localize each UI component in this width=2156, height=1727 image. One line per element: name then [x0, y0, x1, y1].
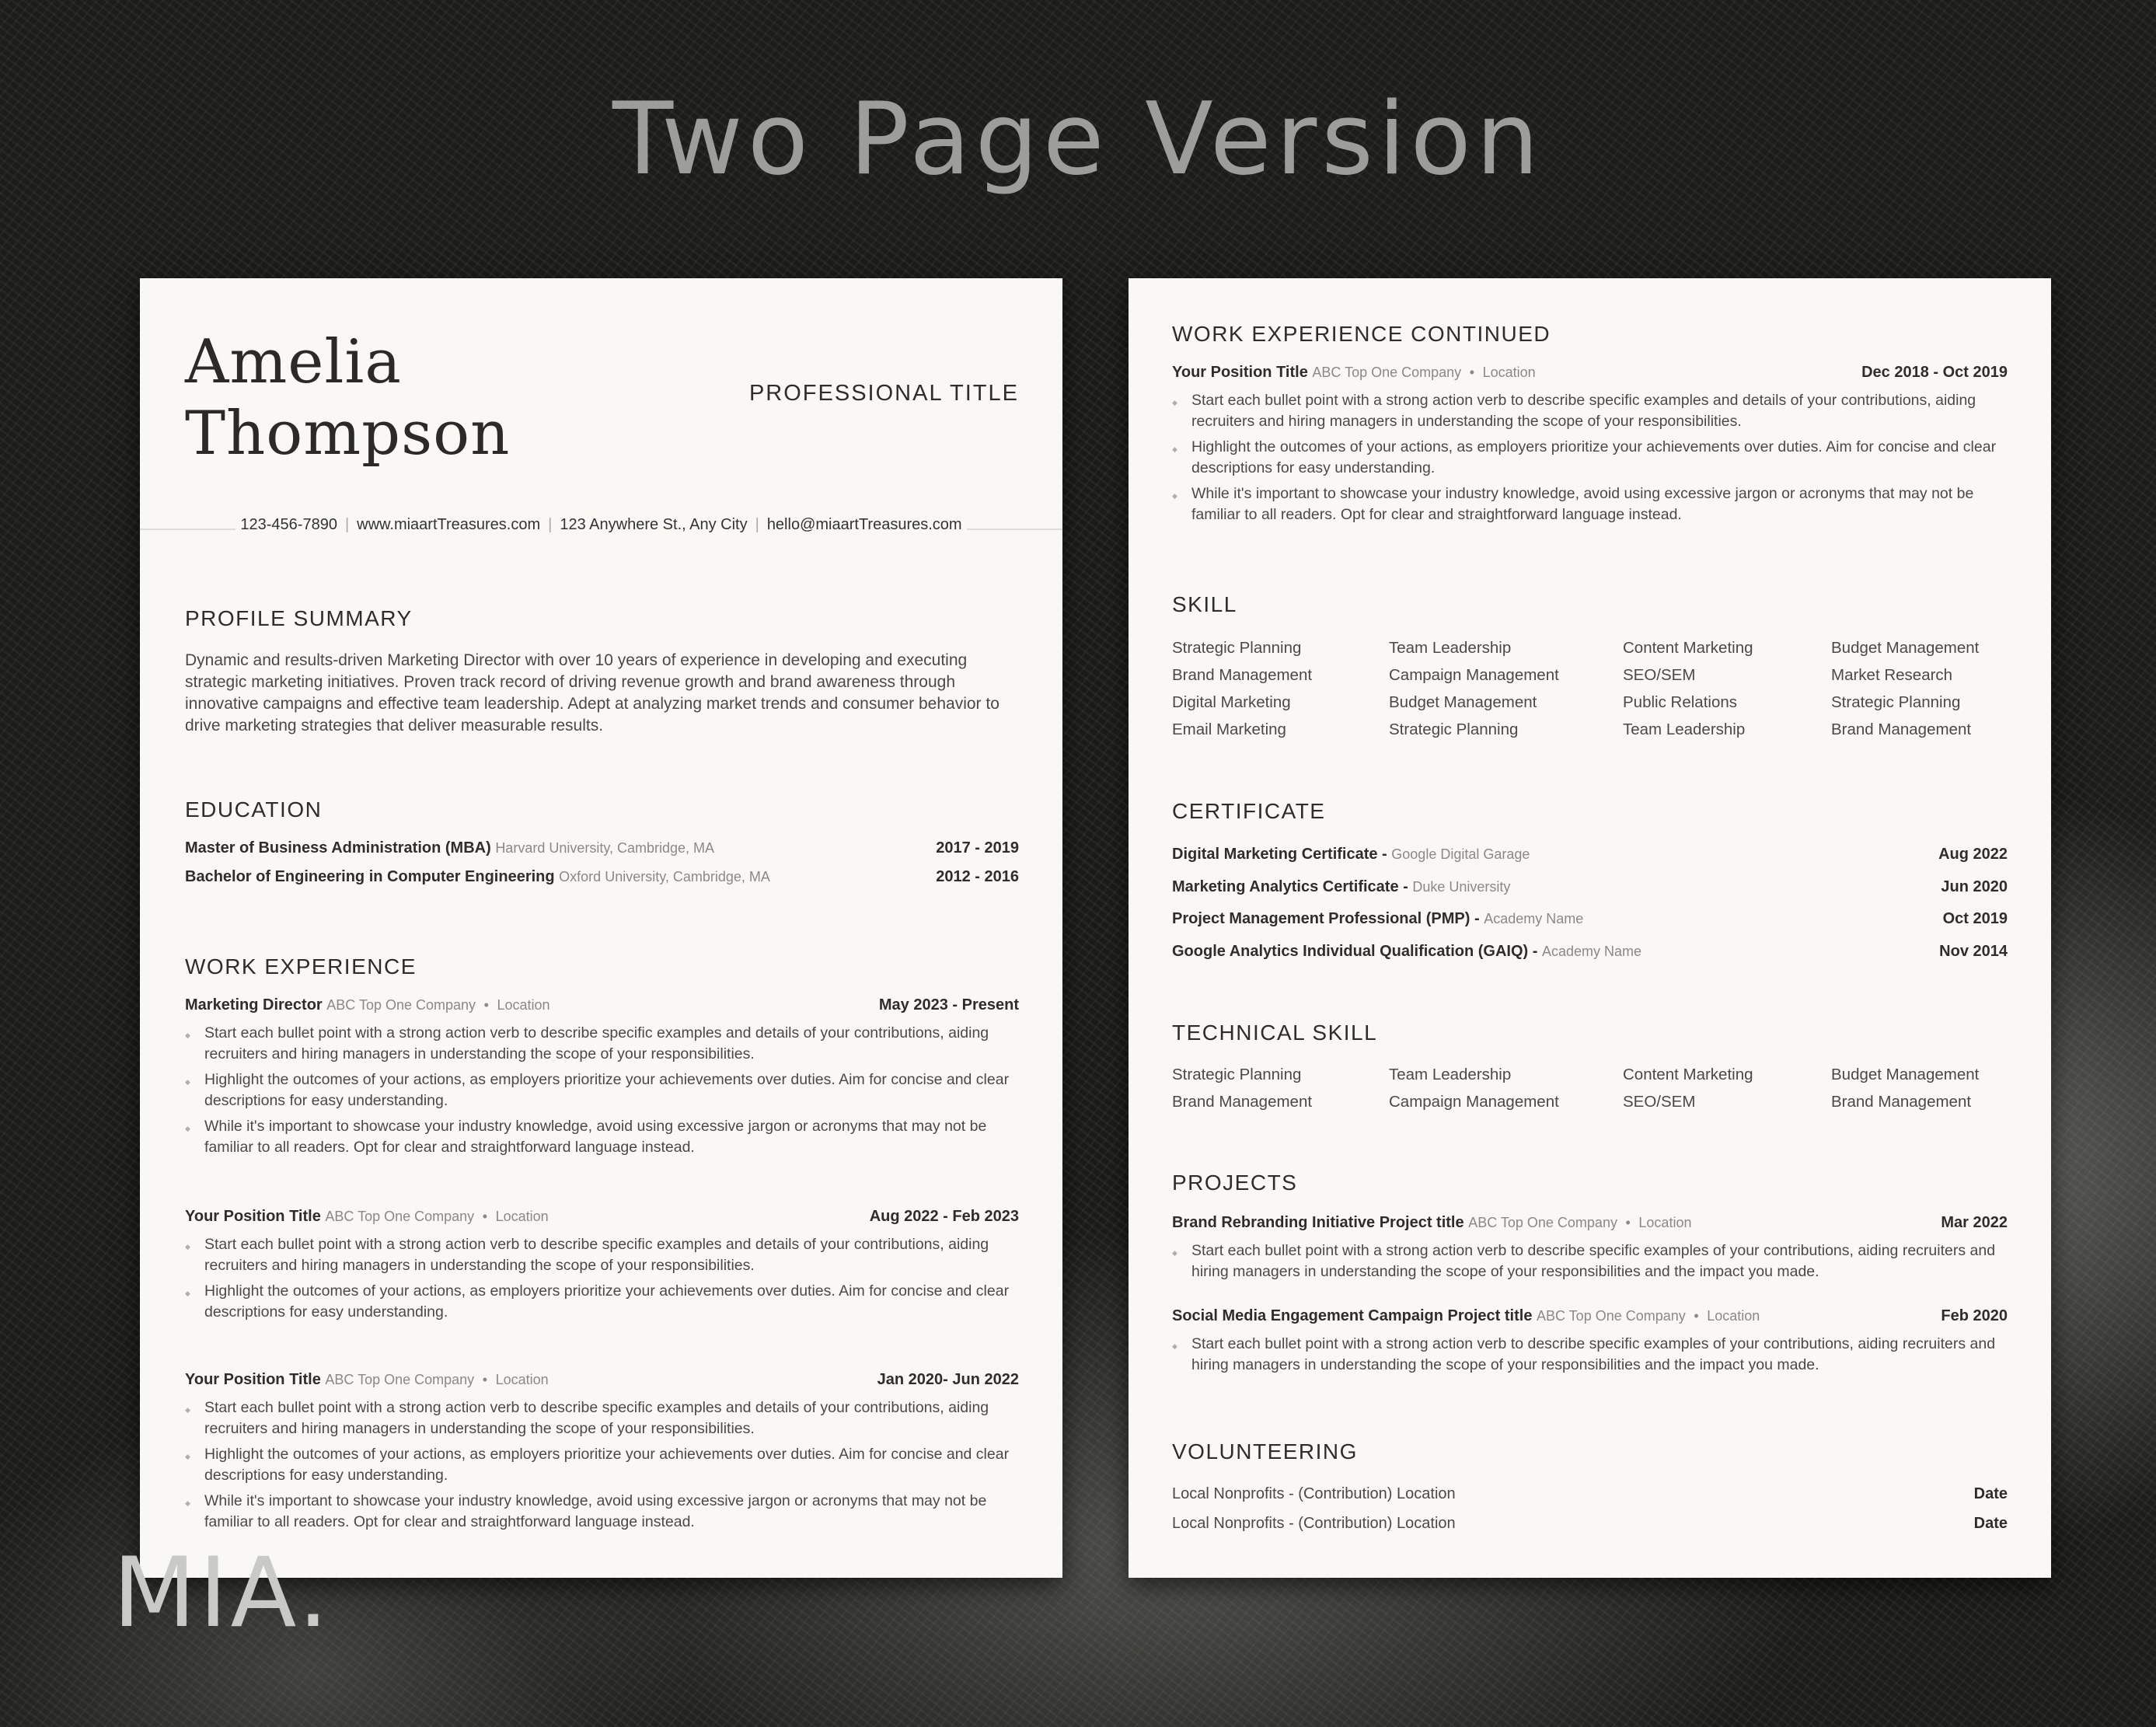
- certificate-heading: CERTIFICATE: [1172, 799, 1326, 823]
- certificate-name: Google Analytics Individual Qualification (GAIQ) -: [1172, 943, 1538, 960]
- dates: Aug 2022 - Feb 2023: [869, 1208, 1019, 1225]
- skill-item: Campaign Management: [1389, 666, 1559, 684]
- location: Location: [497, 997, 550, 1013]
- project-header: [1172, 1307, 2008, 1329]
- bullet-dot: •: [1690, 1308, 1703, 1324]
- skill-item: Digital Marketing: [1172, 693, 1291, 711]
- date: Date: [1973, 1485, 2008, 1502]
- job-title: Your Position Title: [185, 1208, 321, 1225]
- skill-item: Strategic Planning: [1831, 693, 1961, 711]
- company: ABC Top One Company: [1312, 365, 1462, 380]
- issuer: Academy Name: [1541, 944, 1642, 959]
- skill-heading: SKILL: [1172, 592, 1237, 616]
- skill-item: Budget Management: [1831, 639, 1980, 657]
- job-header: [185, 996, 1019, 1018]
- bullet-dot: •: [478, 1372, 492, 1387]
- professional-title: PROFESSIONAL TITLE: [748, 381, 1019, 406]
- date: Nov 2014: [1939, 943, 2008, 960]
- profile-summary: Dynamic and results-driven Marketing Director with over 10 years of experience in developing and executing strategic marketing initiatives. Proven track record of driving revenue growth and brand awareness through innovative campaigns and effective team leadership. Adept at analyzing market trends and consumer behavior to drive marketing strategies that deliver measurable results.: [185, 651, 1000, 734]
- job-title: Marketing Director: [185, 996, 323, 1014]
- date: Date: [1973, 1515, 2008, 1532]
- dates: 2017 - 2019: [936, 839, 1019, 857]
- skill-item: Brand Management: [1172, 1093, 1313, 1111]
- job-bullet: ◆ While it's important to showcase your industry knowledge, avoid using excessive jargon or acronyms that may not be familiar to all readers. Opt for clear and straightforward language instead.: [185, 1116, 1019, 1158]
- project-bullet: ◆ Start each bullet point with a strong action verb to describe specific examples of your contributions, aiding recruiters and hiring managers in understanding the scope of your responsibilities and the impact you made.: [1172, 1334, 2008, 1376]
- job-bullet: ◆ Start each bullet point with a strong action verb to describe specific examples and details of your contributions, aiding recruiters and hiring managers in understanding the scope of your responsibilities.: [185, 1397, 1019, 1439]
- dates: May 2023 - Present: [878, 996, 1019, 1014]
- job-bullet: ◆ Start each bullet point with a strong action verb to describe specific examples and details of your contributions, aiding recruiters and hiring managers in understanding the scope of your responsibilities.: [185, 1023, 1019, 1065]
- certificate-name: Project Management Professional (PMP) -: [1172, 910, 1480, 927]
- contact-phone: 123-456-7890: [235, 516, 342, 533]
- contact-address: 123 Anywhere St., Any City: [555, 516, 752, 533]
- location: Location: [495, 1209, 549, 1224]
- contact-email[interactable]: hello@miaartTreasures.com: [762, 516, 967, 533]
- date: Oct 2019: [1942, 910, 2008, 927]
- job-header: [185, 1371, 1019, 1393]
- degree: Bachelor of Engineering in Computer Engineering: [185, 868, 555, 885]
- separator: |: [545, 516, 555, 533]
- volunteering-text: Local Nonprofits - (Contribution) Location: [1172, 1485, 1456, 1502]
- job-bullet: ◆ Highlight the outcomes of your actions, as employers prioritize your achievements over duties. Aim for concise and clear descriptions for easy understanding.: [185, 1444, 1019, 1486]
- skill-item: Brand Management: [1172, 666, 1313, 684]
- bullet-dot: •: [480, 997, 493, 1013]
- project-entry: [1172, 1214, 2008, 1282]
- job-title: Your Position Title: [1172, 364, 1308, 381]
- education-item: [185, 868, 1019, 886]
- candidate-name: [185, 326, 510, 469]
- degree: Master of Business Administration (MBA): [185, 839, 491, 857]
- contact-bar: [140, 516, 1062, 534]
- profile-heading: PROFILE SUMMARY: [185, 606, 413, 630]
- job-bullet: ◆ Start each bullet point with a strong action verb to describe specific examples and details of your contributions, aiding recruiters and hiring managers in understanding the scope of your responsibilities.: [1172, 390, 2008, 432]
- company: ABC Top One Company: [325, 1209, 475, 1224]
- skill-item: SEO/SEM: [1623, 1093, 1696, 1111]
- certificate-item: [1172, 910, 2008, 928]
- issuer: Academy Name: [1484, 911, 1584, 926]
- skill-item: Budget Management: [1831, 1066, 1980, 1083]
- location: Location: [1482, 365, 1536, 380]
- job-bullet: ◆ Highlight the outcomes of your actions, as employers prioritize your achievements over duties. Aim for concise and clear descriptions for easy understanding.: [185, 1069, 1019, 1111]
- skill-item: Strategic Planning: [1389, 720, 1519, 738]
- dates: Jan 2020- Jun 2022: [877, 1371, 1019, 1388]
- bullet-dot: •: [1621, 1215, 1634, 1230]
- project-bullet: ◆ Start each bullet point with a strong action verb to describe specific examples of your contributions, aiding recruiters and hiring managers in understanding the scope of your responsibilities and the impact you made.: [1172, 1240, 2008, 1282]
- skill-item: Budget Management: [1389, 693, 1537, 711]
- date: Feb 2020: [1941, 1307, 2008, 1324]
- volunteering-heading: VOLUNTEERING: [1172, 1439, 1358, 1464]
- job-header: [1172, 364, 2008, 386]
- project-entry: [1172, 1307, 2008, 1376]
- certificate-item: [1172, 878, 2008, 896]
- contact-website[interactable]: www.miaartTreasures.com: [352, 516, 545, 533]
- skill-item: Market Research: [1831, 666, 1953, 684]
- skill-item: Brand Management: [1831, 1093, 1972, 1111]
- dates: 2012 - 2016: [936, 868, 1019, 885]
- certificate-item: [1172, 846, 2008, 864]
- skill-item: Public Relations: [1623, 693, 1737, 711]
- location: Location: [1638, 1215, 1692, 1230]
- skill-item: Email Marketing: [1172, 720, 1286, 738]
- project-title: Social Media Engagement Campaign Project title: [1172, 1307, 1533, 1324]
- name-last: Thompson: [185, 399, 511, 469]
- date: Jun 2020: [1941, 878, 2008, 895]
- volunteering-item: [1172, 1485, 2008, 1503]
- banner-title: Two Page Version: [612, 82, 1544, 197]
- job-bullet: ◆ While it's important to showcase your industry knowledge, avoid using excessive jargon or acronyms that may not be familiar to all readers. Opt for clear and straightforward language instead.: [1172, 483, 2008, 525]
- location: Location: [1707, 1308, 1760, 1324]
- skill-item: Team Leadership: [1623, 720, 1746, 738]
- separator: |: [342, 516, 352, 533]
- job-title: Your Position Title: [185, 1371, 321, 1388]
- job-entry: [185, 996, 1019, 1158]
- project-title: Brand Rebranding Initiative Project title: [1172, 1214, 1464, 1231]
- certificate-name: Digital Marketing Certificate -: [1172, 846, 1387, 863]
- issuer: Google Digital Garage: [1391, 846, 1530, 862]
- dates: Dec 2018 - Oct 2019: [1861, 364, 2008, 381]
- company: ABC Top One Company: [325, 1372, 475, 1387]
- skill-item: Content Marketing: [1623, 1066, 1753, 1083]
- brand-logo: MIA.: [113, 1537, 332, 1649]
- job-bullet: ◆ Highlight the outcomes of your actions, as employers prioritize your achievements over duties. Aim for concise and clear descriptions for easy understanding.: [1172, 437, 2008, 479]
- work-continued-heading: WORK EXPERIENCE CONTINUED: [1172, 322, 1551, 346]
- resume-page-2: [1129, 278, 2051, 1578]
- job-entry: [185, 1371, 1019, 1533]
- skill-item: Strategic Planning: [1172, 1066, 1302, 1083]
- volunteering-item: [1172, 1515, 2008, 1533]
- resume-page-1: [140, 278, 1062, 1578]
- job-entry: [1172, 364, 2008, 525]
- skill-item: Strategic Planning: [1172, 639, 1302, 657]
- skill-item: Content Marketing: [1623, 639, 1753, 657]
- projects-heading: PROJECTS: [1172, 1171, 1298, 1195]
- skill-item: Team Leadership: [1389, 639, 1512, 657]
- date: Mar 2022: [1941, 1214, 2008, 1231]
- company: ABC Top One Company: [1537, 1308, 1686, 1324]
- name-first: Amelia: [185, 327, 402, 397]
- technical-skill-heading: TECHNICAL SKILL: [1172, 1020, 1378, 1045]
- job-bullet: ◆ Start each bullet point with a strong action verb to describe specific examples and details of your contributions, aiding recruiters and hiring managers in understanding the scope of your responsibilities.: [185, 1234, 1019, 1276]
- company: ABC Top One Company: [326, 997, 476, 1013]
- volunteering-text: Local Nonprofits - (Contribution) Location: [1172, 1515, 1456, 1532]
- skill-item: Brand Management: [1831, 720, 1972, 738]
- job-bullet: ◆ While it's important to showcase your industry knowledge, avoid using excessive jargon or acronyms that may not be familiar to all readers. Opt for clear and straightforward language instead.: [185, 1491, 1019, 1533]
- work-heading: WORK EXPERIENCE: [185, 954, 417, 979]
- job-bullet: ◆ Highlight the outcomes of your actions, as employers prioritize your achievements over duties. Aim for concise and clear descriptions for easy understanding.: [185, 1281, 1019, 1323]
- separator: |: [752, 516, 762, 533]
- company: ABC Top One Company: [1468, 1215, 1617, 1230]
- certificate-name: Marketing Analytics Certificate -: [1172, 878, 1408, 895]
- project-header: [1172, 1214, 2008, 1236]
- certificate-item: [1172, 943, 2008, 961]
- education-item: [185, 839, 1019, 857]
- bullet-dot: •: [478, 1209, 492, 1224]
- job-entry: [185, 1208, 1019, 1323]
- date: Aug 2022: [1938, 846, 2008, 863]
- issuer: Duke University: [1412, 879, 1511, 895]
- skill-item: SEO/SEM: [1623, 666, 1696, 684]
- skill-item: Campaign Management: [1389, 1093, 1559, 1111]
- school: Oxford University, Cambridge, MA: [559, 869, 770, 884]
- job-header: [185, 1208, 1019, 1230]
- skill-item: Team Leadership: [1389, 1066, 1512, 1083]
- location: Location: [495, 1372, 549, 1387]
- education-heading: EDUCATION: [185, 797, 323, 822]
- school: Harvard University, Cambridge, MA: [495, 840, 715, 856]
- bullet-dot: •: [1465, 365, 1479, 380]
